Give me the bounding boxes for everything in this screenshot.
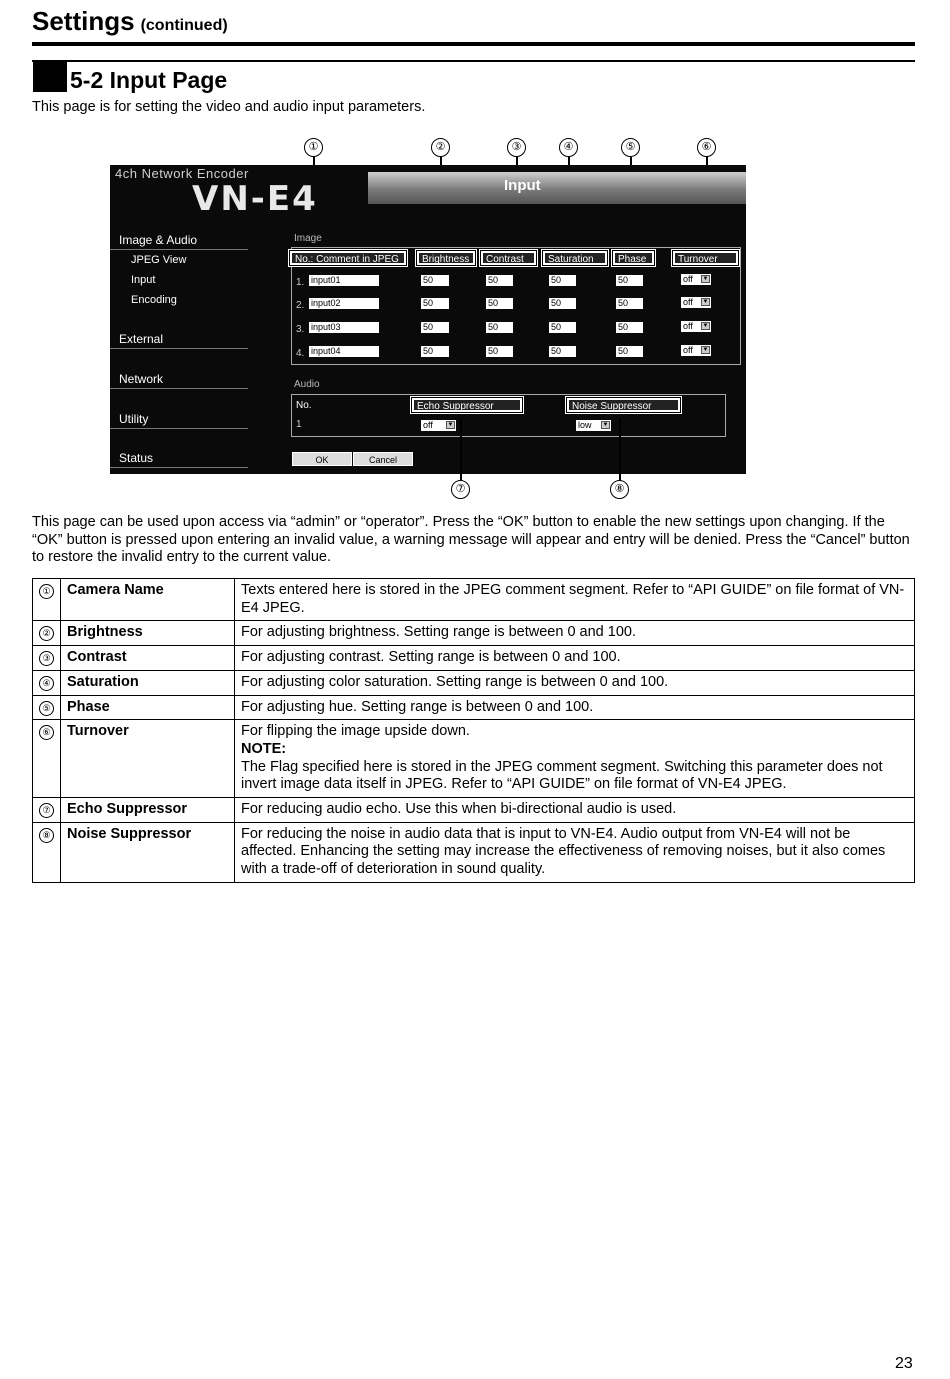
header-phase: Phase xyxy=(613,251,654,265)
turnover-value: off xyxy=(683,297,693,307)
nav-status[interactable]: Status xyxy=(119,451,154,465)
noise-value: low xyxy=(578,420,592,430)
param-name: Camera Name xyxy=(61,579,235,621)
callout-7: ⑦ xyxy=(451,480,470,499)
param-desc: For reducing the noise in audio data that is input to VN-E4. Audio output from VN-E4 will not be affected. Enhancing the setting may increase the effectiveness of removing noises, but it also comes with a trade-off of deterioration in sound quality. xyxy=(235,822,915,882)
audio-header-no: No. xyxy=(296,400,312,411)
row-callout: ④ xyxy=(39,676,54,691)
nav-divider xyxy=(110,249,248,250)
phase-input[interactable]: 50 xyxy=(616,346,643,357)
row-callout: ① xyxy=(39,584,54,599)
dropdown-arrow-icon: ▼ xyxy=(702,299,709,305)
header-echo-suppressor: Echo Suppressor xyxy=(412,398,522,412)
param-name: Noise Suppressor xyxy=(61,822,235,882)
table-row xyxy=(33,720,915,798)
brightness-input[interactable]: 50 xyxy=(421,346,449,357)
note-label: NOTE: xyxy=(241,740,287,757)
saturation-input[interactable]: 50 xyxy=(549,298,576,309)
section-marker xyxy=(33,62,67,92)
phase-input[interactable]: 50 xyxy=(616,275,643,286)
param-name: Turnover xyxy=(61,720,235,798)
param-name: Phase xyxy=(61,695,235,720)
parameter-table xyxy=(32,578,915,883)
row-callout: ⑧ xyxy=(39,828,54,843)
section-rule xyxy=(32,60,915,62)
echo-suppressor-select[interactable] xyxy=(421,420,456,431)
nav-external[interactable]: External xyxy=(119,332,164,346)
row-callout: ⑦ xyxy=(39,803,54,818)
description-paragraph: This page can be used upon access via “admin” or “operator”. Press the “OK” button to enable the new settings upon changing. If the “OK” button is pressed upon entering an invalid value, a warning message will appear and entry will be denied. Press the “Cancel” button to restore the invalid entry to the current value. xyxy=(32,514,910,566)
saturation-input[interactable]: 50 xyxy=(549,275,576,286)
callout-1: ① xyxy=(304,138,323,157)
model-logo: VN-E4 xyxy=(192,179,318,219)
nav-jpeg-view[interactable]: JPEG View xyxy=(131,254,187,266)
comment-input[interactable]: input02 xyxy=(309,298,379,309)
image-section-label: Image xyxy=(294,233,322,244)
turnover-select[interactable] xyxy=(681,297,711,308)
turnover-value: off xyxy=(683,274,693,284)
row-callout: ⑥ xyxy=(39,725,54,740)
comment-input[interactable]: input01 xyxy=(309,275,379,286)
param-name: Brightness xyxy=(61,621,235,646)
page-number: 23 xyxy=(895,1355,913,1372)
header-contrast: Contrast xyxy=(481,251,536,265)
row-number: 2. xyxy=(296,300,305,311)
nav-utility[interactable]: Utility xyxy=(119,412,149,426)
table-row xyxy=(33,579,915,621)
row-callout: ② xyxy=(39,626,54,641)
callout-5: ⑤ xyxy=(621,138,640,157)
param-desc: For adjusting hue. Setting range is between 0 and 100. xyxy=(235,695,915,720)
dropdown-arrow-icon: ▼ xyxy=(702,347,709,353)
table-row xyxy=(33,670,915,695)
brightness-input[interactable]: 50 xyxy=(421,298,449,309)
dropdown-arrow-icon: ▼ xyxy=(702,323,709,329)
header-turnover: Turnover xyxy=(673,251,738,265)
param-desc: For adjusting color saturation. Setting range is between 0 and 100. xyxy=(235,670,915,695)
noise-suppressor-select[interactable] xyxy=(576,420,611,431)
callout-8: ⑧ xyxy=(610,480,629,499)
nav-divider xyxy=(110,348,248,349)
header-noise-suppressor: Noise Suppressor xyxy=(567,398,680,412)
phase-input[interactable]: 50 xyxy=(616,298,643,309)
nav-divider xyxy=(110,467,248,468)
dropdown-arrow-icon: ▼ xyxy=(447,422,454,428)
comment-input[interactable]: input03 xyxy=(309,322,379,333)
table-row xyxy=(33,822,915,882)
turnover-value: off xyxy=(683,345,693,355)
table-row xyxy=(33,798,915,823)
nav-image-audio[interactable]: Image & Audio xyxy=(119,233,198,247)
param-name: Saturation xyxy=(61,670,235,695)
param-desc: For adjusting brightness. Setting range is between 0 and 100. xyxy=(235,621,915,646)
brightness-input[interactable]: 50 xyxy=(421,275,449,286)
nav-input[interactable]: Input xyxy=(131,274,156,286)
contrast-input[interactable]: 50 xyxy=(486,322,513,333)
leader-line-7 xyxy=(460,418,462,481)
phase-input[interactable]: 50 xyxy=(616,322,643,333)
header-brightness: Brightness xyxy=(417,251,475,265)
param-desc-cell xyxy=(235,720,915,798)
nav-network[interactable]: Network xyxy=(119,372,164,386)
comment-input[interactable]: input04 xyxy=(309,346,379,357)
header-title: Settings xyxy=(32,6,135,36)
param-name: Echo Suppressor xyxy=(61,798,235,823)
param-desc: For reducing audio echo. Use this when bi-directional audio is used. xyxy=(235,798,915,823)
section-intro: This page is for setting the video and audio input parameters. xyxy=(32,99,426,115)
nav-divider xyxy=(110,388,248,389)
table-row xyxy=(33,695,915,720)
nav-divider xyxy=(110,428,248,429)
page-header xyxy=(32,6,228,37)
audio-row-number: 1 xyxy=(296,419,302,430)
leader-line-8 xyxy=(619,418,621,481)
table-row xyxy=(33,646,915,671)
row-number: 1. xyxy=(296,277,305,288)
header-subtitle: (continued) xyxy=(140,17,228,34)
turnover-value: off xyxy=(683,321,693,331)
header-rule xyxy=(32,42,915,46)
param-desc: For flipping the image upside down. xyxy=(241,723,470,740)
brand-text: 4ch Network Encoder xyxy=(115,166,249,181)
section-title: 5-2 Input Page xyxy=(70,67,228,93)
callout-6: ⑥ xyxy=(697,138,716,157)
saturation-input[interactable]: 50 xyxy=(549,346,576,357)
table-row xyxy=(33,621,915,646)
contrast-input[interactable]: 50 xyxy=(486,346,513,357)
callout-2: ② xyxy=(431,138,450,157)
param-desc: Texts entered here is stored in the JPEG comment segment. Refer to “API GUIDE” on file format of VN-E4 JPEG. xyxy=(235,579,915,621)
turnover-select[interactable] xyxy=(681,274,711,285)
callout-4: ④ xyxy=(559,138,578,157)
callout-3: ③ xyxy=(507,138,526,157)
header-comment: No.: Comment in JPEG xyxy=(290,251,406,265)
echo-value: off xyxy=(423,420,433,430)
contrast-input[interactable]: 50 xyxy=(486,275,513,286)
page-banner xyxy=(368,172,746,204)
row-number: 4. xyxy=(296,348,305,359)
turnover-select[interactable] xyxy=(681,345,711,356)
note-text: The Flag specified here is stored in the JPEG comment segment. Switching this parameter does not invert image data itself in JPEG. Refer to “API GUIDE” on file format of VN-E4 JPEG. xyxy=(241,758,883,793)
saturation-input[interactable]: 50 xyxy=(549,322,576,333)
header-saturation: Saturation xyxy=(543,251,607,265)
param-desc: For adjusting contrast. Setting range is between 0 and 100. xyxy=(235,646,915,671)
row-callout: ③ xyxy=(39,651,54,666)
row-callout: ⑤ xyxy=(39,701,54,716)
brightness-input[interactable]: 50 xyxy=(421,322,449,333)
dropdown-arrow-icon: ▼ xyxy=(602,422,609,428)
row-number: 3. xyxy=(296,324,305,335)
nav-encoding[interactable]: Encoding xyxy=(131,294,177,306)
param-name: Contrast xyxy=(61,646,235,671)
input-page-screenshot xyxy=(110,165,746,474)
audio-section-label: Audio xyxy=(294,379,320,390)
banner-title: Input xyxy=(504,177,541,194)
ok-button[interactable]: OK xyxy=(292,452,352,466)
contrast-input[interactable]: 50 xyxy=(486,298,513,309)
cancel-button[interactable]: Cancel xyxy=(353,452,413,466)
turnover-select[interactable] xyxy=(681,321,711,332)
dropdown-arrow-icon: ▼ xyxy=(702,276,709,282)
